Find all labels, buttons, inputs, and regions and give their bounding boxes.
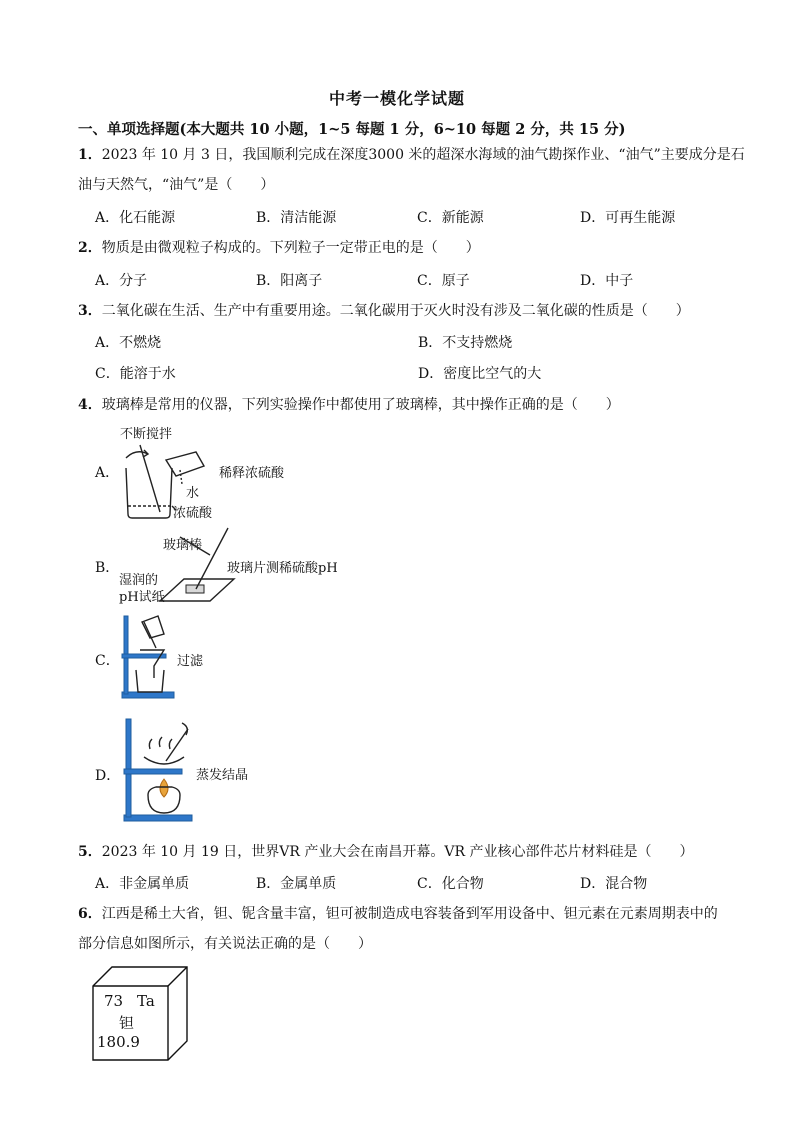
q2-option-c: C．原子 xyxy=(417,273,470,289)
question-6-line-2: 部分信息如图所示，有关说法正确的是（ ） xyxy=(78,936,372,952)
question-6-line-1 xyxy=(78,904,718,924)
q4-a-label-stir: 不断搅拌 xyxy=(120,427,173,442)
question-number: 4． xyxy=(78,397,102,413)
q2-option-d: D．中子 xyxy=(580,273,634,289)
q4-b-label-ph: 玻璃片测稀硫酸pH xyxy=(227,561,338,576)
question-3-text: 二氧化碳在生活、生产中有重要用途。二氧化碳用于灭火时没有涉及二氧化碳的性质是（ ） xyxy=(101,303,690,319)
q4-b-label-wet: 湿润的 xyxy=(119,573,159,588)
q4-c-filtration-diagram xyxy=(118,612,178,700)
q4-a-label-acid: 浓硫酸 xyxy=(173,506,213,521)
question-1-text: 2023 年 10 月 3 日，我国顺利完成在深度3000 米的超深水海域的油气勘探作业、“油气”主要成分是石 xyxy=(101,147,745,163)
q4-a-label-water: 水 xyxy=(186,486,200,501)
question-number: 6． xyxy=(78,906,102,922)
q4-c-label-filter: 过滤 xyxy=(177,654,204,669)
page-title: 中考一模化学试题 xyxy=(328,89,465,108)
q4-option-d-letter: D． xyxy=(95,768,121,784)
q4-a-dilution-diagram xyxy=(118,440,218,520)
element-name: 钽 xyxy=(119,1014,135,1032)
q5-option-d: D．混合物 xyxy=(580,876,648,892)
q4-b-label-rod: 玻璃棒 xyxy=(163,538,203,553)
q3-option-c: C．能溶于水 xyxy=(95,366,176,382)
q3-option-a: A．不燃烧 xyxy=(95,335,162,351)
q4-b-ph-diagram xyxy=(150,525,240,605)
q4-b-label-paper: pH试纸 xyxy=(119,590,165,605)
q1-option-c: C．新能源 xyxy=(417,210,484,226)
question-4-text: 玻璃棒是常用的仪器，下列实验操作中都使用了玻璃棒，其中操作正确的是（ ） xyxy=(101,397,620,413)
q2-option-a: A．分子 xyxy=(95,273,148,289)
q5-option-a: A．非金属单质 xyxy=(95,876,190,892)
q4-d-evaporation-diagram xyxy=(118,715,198,827)
q1-option-a: A．化石能源 xyxy=(95,210,176,226)
q3-option-b: B．不支持燃烧 xyxy=(418,335,513,351)
q4-d-label-evaporate: 蒸发结晶 xyxy=(196,768,249,783)
question-number: 5． xyxy=(78,844,102,860)
q3-option-d: D．密度比空气的大 xyxy=(418,366,542,382)
element-atomic-number: 73 xyxy=(104,992,124,1010)
element-atomic-mass: 180.9 xyxy=(97,1033,140,1051)
question-number: 3． xyxy=(78,303,102,319)
q4-option-c-letter: C． xyxy=(95,653,120,669)
question-number: 2． xyxy=(78,240,102,256)
question-3-line-1 xyxy=(78,301,690,321)
q5-option-c: C．化合物 xyxy=(417,876,484,892)
q5-option-b: B．金属单质 xyxy=(256,876,337,892)
q4-option-b-letter: B． xyxy=(95,560,120,576)
section-heading: 一、单项选择题(本大题共 10 小题，1~5 每题 1 分，6~10 每题 2 分，共 15 分) xyxy=(78,121,626,138)
q1-option-d: D．可再生能源 xyxy=(580,210,676,226)
q2-option-b: B．阳离子 xyxy=(256,273,323,289)
question-6-text: 江西是稀土大省，钽、铌含量丰富，钽可被制造成电容装备到军用设备中、钽元素在元素周期表中的 xyxy=(101,906,718,922)
question-4-line-1 xyxy=(78,395,620,415)
q4-a-label-dilute: 稀释浓硫酸 xyxy=(219,466,285,481)
q4-option-a-letter: A． xyxy=(95,465,120,481)
question-1-line-2: 油与天然气，“油气”是（ ） xyxy=(78,177,275,193)
question-1-line-1 xyxy=(78,145,745,165)
question-2-line-1 xyxy=(78,238,480,258)
question-5-text: 2023 年 10 月 19 日，世界VR 产业大会在南昌开幕。VR 产业核心部件芯片材料硅是（ ） xyxy=(101,844,694,860)
question-5-line-1 xyxy=(78,842,693,862)
question-number: 1． xyxy=(78,147,102,163)
q1-option-b: B．清洁能源 xyxy=(256,210,337,226)
question-2-text: 物质是由微观粒子构成的。下列粒子一定带正电的是（ ） xyxy=(101,240,480,256)
element-symbol: Ta xyxy=(137,992,155,1010)
